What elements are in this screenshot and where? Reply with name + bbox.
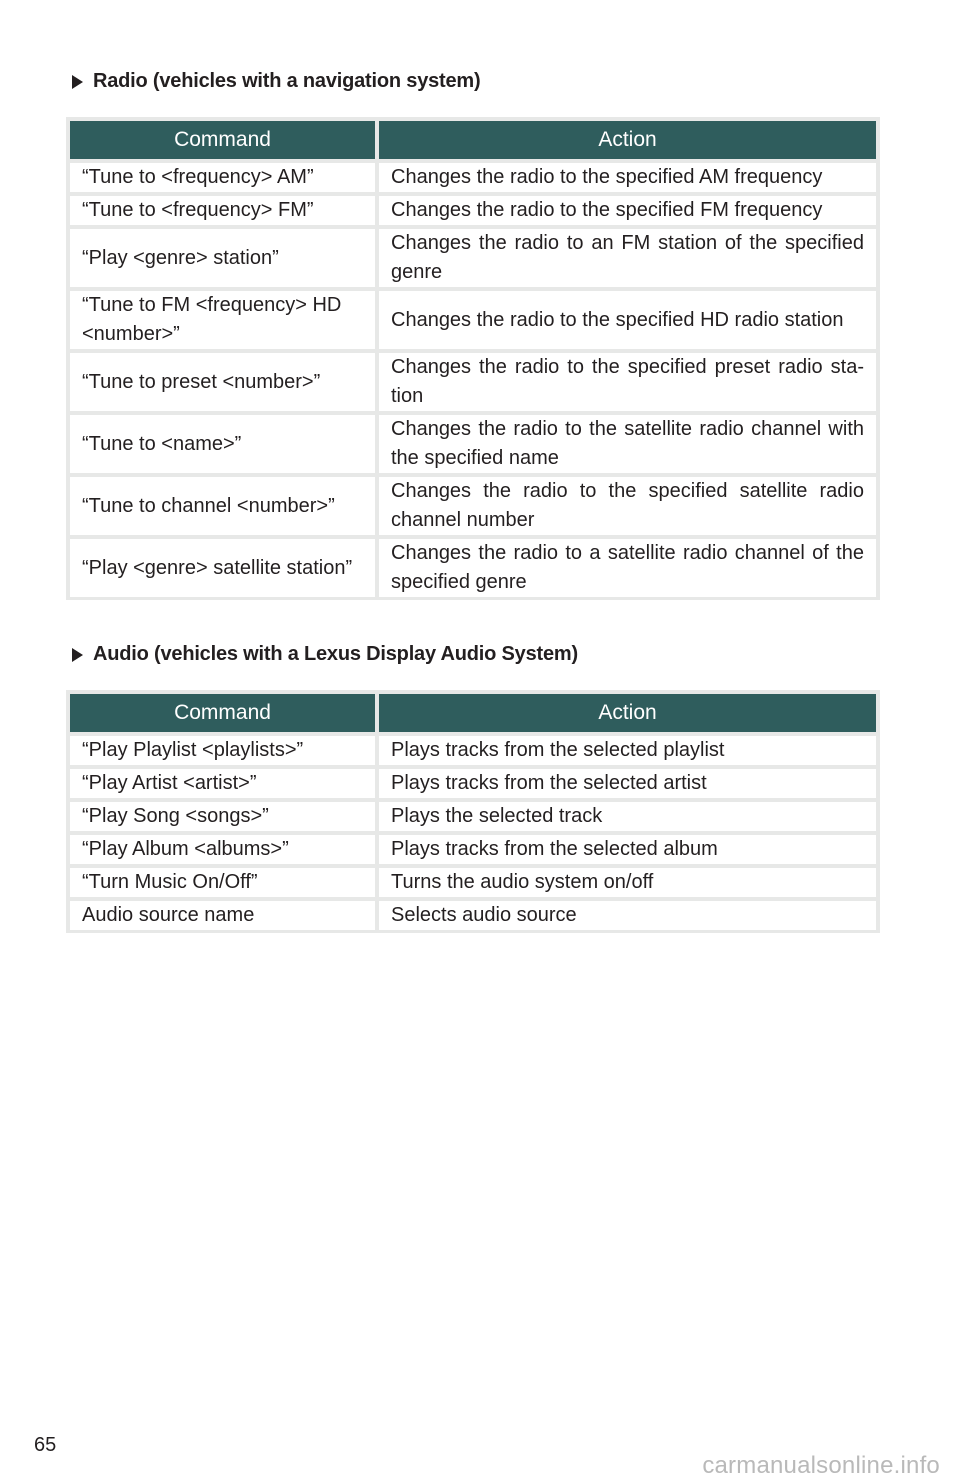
action-cell: Changes the radio to the satellite radio channel with the specified name xyxy=(379,411,876,473)
command-column-header: Command xyxy=(70,694,379,732)
page-number: 65 xyxy=(34,1434,57,1456)
watermark: carmanualsonline.info xyxy=(702,1452,940,1479)
table-row xyxy=(70,159,876,192)
command-cell: “Play Artist <artist>” xyxy=(70,765,379,798)
audio-command-table xyxy=(66,690,880,933)
table-row xyxy=(70,831,876,864)
table-row xyxy=(70,798,876,831)
command-cell: “Play Album <albums>” xyxy=(70,831,379,864)
command-cell: “Tune to <name>” xyxy=(70,411,379,473)
table-row xyxy=(70,732,876,765)
command-column-header: Command xyxy=(70,121,379,159)
table-row xyxy=(70,225,876,287)
command-cell: “Tune to <frequency> AM” xyxy=(70,159,379,192)
table-row xyxy=(70,897,876,930)
command-cell: “Play <genre> station” xyxy=(70,225,379,287)
table-row xyxy=(70,765,876,798)
action-cell: Changes the radio to the specified preset radio sta-tion xyxy=(379,349,876,411)
radio-heading-text: Radio (vehicles with a navigation system) xyxy=(93,70,481,92)
table-header-row xyxy=(70,694,876,732)
action-cell: Plays tracks from the selected artist xyxy=(379,765,876,798)
table-row xyxy=(70,349,876,411)
table-row xyxy=(70,287,876,349)
command-cell: “Tune to FM <frequency> HD <number>” xyxy=(70,287,379,349)
audio-heading-text: Audio (vehicles with a Lexus Display Audio System) xyxy=(93,643,578,665)
action-cell: Changes the radio to the specified FM frequency xyxy=(379,192,876,225)
command-cell: “Play <genre> satellite station” xyxy=(70,535,379,597)
table-header-row xyxy=(70,121,876,159)
action-cell: Changes the radio to the specified satellite radio channel number xyxy=(379,473,876,535)
action-cell: Turns the audio system on/off xyxy=(379,864,876,897)
action-cell: Plays the selected track xyxy=(379,798,876,831)
action-cell: Changes the radio to a satellite radio channel of the specified genre xyxy=(379,535,876,597)
action-cell: Changes the radio to the specified AM frequency xyxy=(379,159,876,192)
command-cell: “Play Song <songs>” xyxy=(70,798,379,831)
radio-command-table xyxy=(66,117,880,600)
action-column-header: Action xyxy=(379,694,876,732)
command-cell: “Tune to channel <number>” xyxy=(70,473,379,535)
action-column-header: Action xyxy=(379,121,876,159)
table-row xyxy=(70,864,876,897)
triangle-bullet-icon xyxy=(72,75,83,89)
table-row xyxy=(70,192,876,225)
action-cell: Changes the radio to the specified HD radio station xyxy=(379,287,876,349)
command-cell: Audio source name xyxy=(70,897,379,930)
table-row xyxy=(70,473,876,535)
action-cell: Plays tracks from the selected album xyxy=(379,831,876,864)
command-cell: “Tune to preset <number>” xyxy=(70,349,379,411)
table-row xyxy=(70,411,876,473)
command-cell: “Turn Music On/Off” xyxy=(70,864,379,897)
command-cell: “Tune to <frequency> FM” xyxy=(70,192,379,225)
radio-section-heading xyxy=(72,70,480,93)
triangle-bullet-icon xyxy=(72,648,83,662)
action-cell: Plays tracks from the selected playlist xyxy=(379,732,876,765)
audio-section-heading xyxy=(72,643,578,666)
command-cell: “Play Playlist <playlists>” xyxy=(70,732,379,765)
table-row xyxy=(70,535,876,597)
action-cell: Changes the radio to an FM station of the specified genre xyxy=(379,225,876,287)
action-cell: Selects audio source xyxy=(379,897,876,930)
